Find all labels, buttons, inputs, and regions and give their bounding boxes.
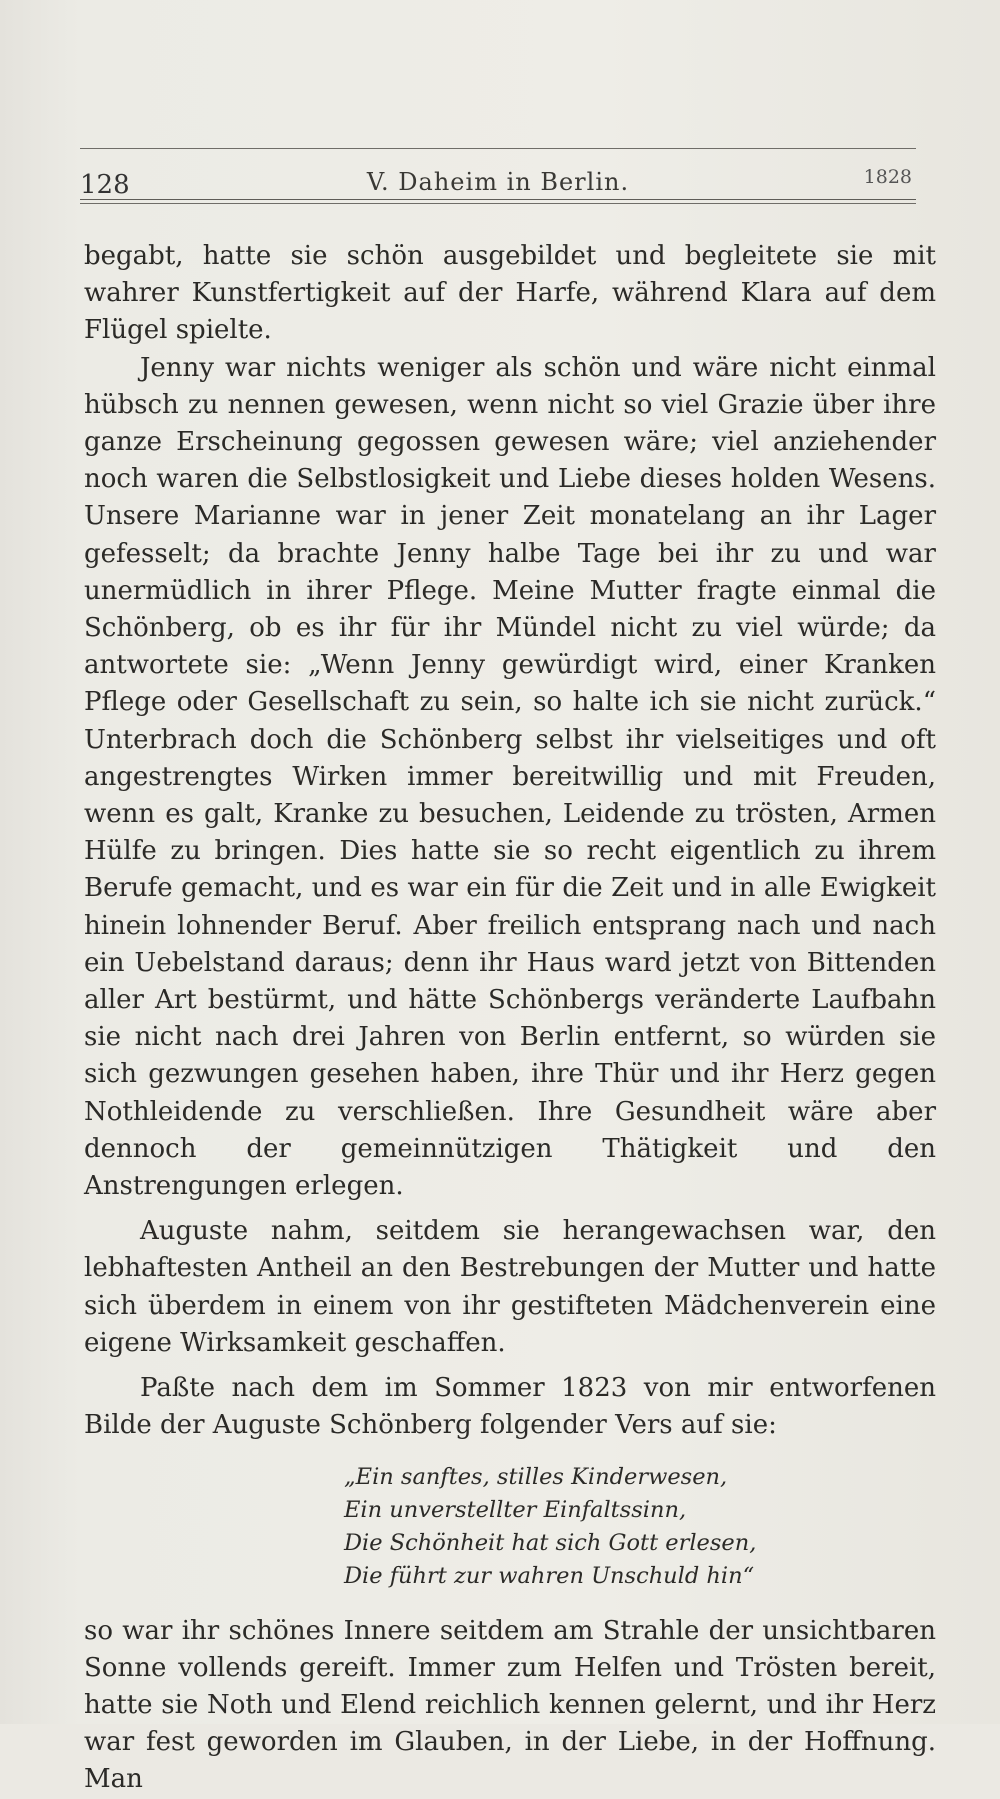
paragraph-1: begabt, hatte sie schön ausgebildet und begleitete sie mit wahrer Kunstfertigkeit auf der Harfe, während Klara auf dem Flügel spielte. <box>84 241 936 346</box>
header-top-rule <box>80 148 916 149</box>
closing-paragraph: so war ihr schönes Innere seitdem am Strahle der unsichtbaren Sonne vollends gereift. Immer zum Helfen und Trösten bereit, hatte sie Noth und Elend reichlich kennen gelernt, und ihr Herz war fest geworden im Glauben, in der Liebe, in der Hoffnung. Man <box>84 1615 936 1795</box>
page-number: 128 <box>80 170 130 200</box>
running-head: V. Daheim in Berlin. <box>366 168 630 196</box>
poem-line: „Ein sanftes, stilles Kinderwesen, <box>344 1463 728 1490</box>
paragraph-4: Paßte nach dem im Sommer 1823 von mir entworfenen Bilde der Auguste Schönberg folgender Vers auf sie: <box>84 1373 936 1441</box>
poem-line: Die führt zur wahren Unschuld hin“ <box>344 1562 755 1589</box>
header-double-rule <box>80 199 916 204</box>
paragraph-2: Jenny war nichts weniger als schön und wäre nicht einmal hübsch zu nennen gewesen, wenn nicht so viel Grazie über ihre ganze Erscheinung gegossen gewesen wäre; viel anziehender noch waren die Selbstlosigkeit und Liebe dieses holden Wesens. Unsere Marianne war in jener Zeit monatelang an ihr Lager gefesselt; da brachte Jenny halbe Tage bei ihr zu und war unermüdlich in ihrer Pflege. Meine Mutter fragte einmal die Schönberg, ob es ihr für ihr Mündel nicht zu viel würde; da antwortete sie: „Wenn Jenny gewürdigt wird, einer Kranken Pflege oder Gesellschaft zu sein, so halte ich sie nicht zurück.“ Unterbrach doch die Schönberg selbst ihr vielseitiges und oft angestrengtes Wirken immer bereitwillig und mit Freuden, wenn es galt, Kranke zu besuchen, Leidende zu trösten, Armen Hülfe zu bringen. Dies hatte sie so recht eigentlich zu ihrem Berufe gemacht, und es war ein für die Zeit und in alle Ewigkeit hinein lohnender Beruf. Aber freilich entsprang nach und nach ein Uebelstand daraus; denn ihr Haus ward jetzt von Bittenden aller Art bestürmt, und hätte Schönbergs veränderte Laufbahn sie nicht nach drei Jahren von Berlin entfernt, so würden sie sich gezwungen gesehen haben, ihre Thür und ihr Herz gegen Nothleidende zu verschließen. Ihre Gesundheit wäre aber dennoch der gemeinnützigen Thätigkeit und den Anstrengungen erlegen. <box>84 352 936 1202</box>
poem-verse <box>344 1461 936 1593</box>
body-text <box>84 238 936 1799</box>
paragraph-3: Auguste nahm, seitdem sie herangewachsen war, den lebhaftesten Antheil an den Bestrebungen der Mutter und hatte sich überdem in einem von ihr gestifteten Mädchenverein eine eigene Wirksamkeit geschaffen. <box>84 1216 936 1358</box>
poem-line: Ein unverstellter Einfaltssinn, <box>344 1496 687 1523</box>
header-year: 1828 <box>863 166 912 188</box>
poem-line: Die Schönheit hat sich Gott erlesen, <box>344 1529 757 1556</box>
